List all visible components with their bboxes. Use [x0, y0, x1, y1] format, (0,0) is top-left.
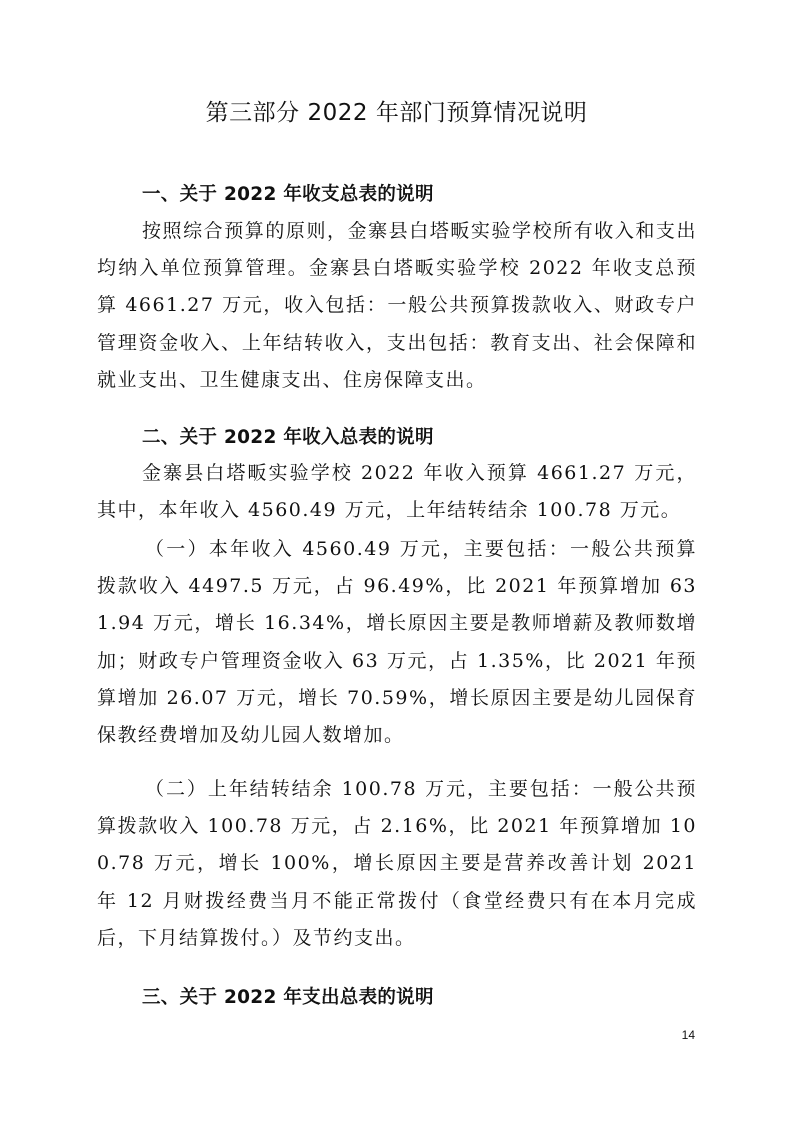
- section-1-paragraph-1: 按照综合预算的原则，金寨县白塔畈实验学校所有收入和支出均纳入单位预算管理。金寨县白塔畈实验学校 2022 年收支总预算 4661.27 万元，收入包括：一般公共预算拨款收入、财政专户管理资金收入、上年结转收入，支出包括：教育支出、社会保障和就业支出、卫生健康支出、住房保障支出。: [97, 220, 697, 391]
- section-heading-1: 一、关于 2022 年收支总表的说明: [142, 184, 434, 205]
- section-2-paragraph-2: （一）本年收入 4560.49 万元，主要包括：一般公共预算拨款收入 4497.5 万元，占 96.49%，比 2021 年预算增加 631.94 万元，增长 16.34%，增长原因主要是教师增薪及教师数增加；财政专户管理资金收入 63 万元，占 1.35%，比 2021 年预算增加 26.07 万元，增长 70.59%，增长原因主要是幼儿园保育保教经费增加及幼儿园人数增加。: [97, 538, 697, 747]
- section-2-paragraph-1: 金寨县白塔畈实验学校 2022 年收入预算 4661.27 万元，其中，本年收入 4560.49 万元，上年结转结余 100.78 万元。: [97, 462, 697, 522]
- section-heading-2: 二、关于 2022 年收入总表的说明: [142, 427, 434, 448]
- section-heading-3: 三、关于 2022 年支出总表的说明: [142, 987, 434, 1008]
- section-2-paragraph-3: （二）上年结转结余 100.78 万元，主要包括：一般公共预算拨款收入 100.78 万元，占 2.16%，比 2021 年预算增加 100.78 万元，增长 100%，增长原因主要是营养改善计划 2021 年 12 月财拨经费当月不能正常拨付（食堂经费只有在本月完成后，下月结算拨付。）及节约支出。: [97, 778, 697, 949]
- page-number: 14: [681, 1028, 695, 1042]
- page-title: 第三部分 2022 年部门预算情况说明: [205, 100, 588, 126]
